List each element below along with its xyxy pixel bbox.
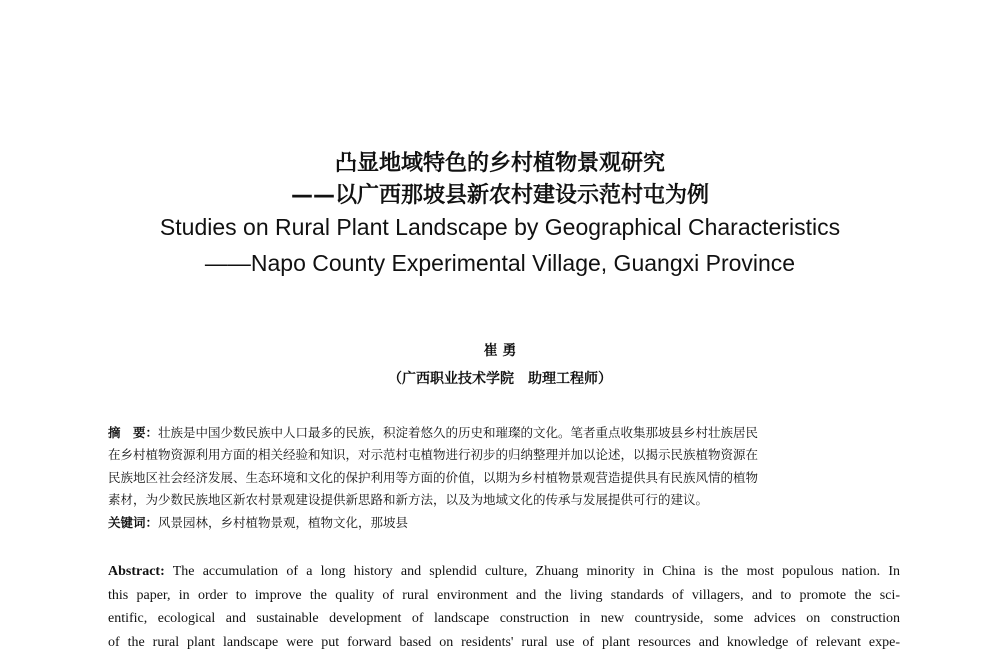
abstract-en-line: of the rural plant landscape were put forward based on residents' rural use of plant resources and knowledge of relevant expe- xyxy=(108,634,900,650)
title-zh-line-1: 凸显地域特色的乡村植物景观研究 xyxy=(334,151,665,176)
abstract-zh-line: 在乡村植物资源利用方面的相关经验和知识，对示范村屯植物进行初步的归纳整理并加以论述，以揭示民族植物资源在 xyxy=(108,447,759,463)
author: 崔 勇 xyxy=(483,343,517,359)
abstract-zh-label: 摘 要： xyxy=(108,425,159,440)
affiliation: （广西职业技术学院 助理工程师） xyxy=(388,371,612,387)
abstract-en-label: Abstract: xyxy=(108,564,165,579)
title-zh-line-2: ——以广西那坡县新农村建设示范村屯为例 xyxy=(290,183,709,208)
abstract-zh-line: 素材，为少数民族地区新农村景观建设提供新思路和新方法，以及为地域文化的传承与发展提供可行的建议。 xyxy=(108,492,709,508)
title-en-line-2: ——Napo County Experimental Village, Guangxi Province xyxy=(204,250,796,276)
abstract-en-line: The accumulation of a long history and splendid culture, Zhuang minority in China is the most populous nation. In xyxy=(164,564,900,579)
abstract-en-line: entific, ecological and sustainable development of landscape construction in new countryside, some advices on construction xyxy=(108,611,900,626)
abstract-zh xyxy=(108,422,900,534)
keywords-zh-label: 关键词： xyxy=(108,514,159,530)
title-en-line-1: Studies on Rural Plant Landscape by Geographical Characteristics xyxy=(159,214,841,240)
keywords-zh: 风景园林，乡村植物景观，植物文化，那坡县 xyxy=(158,514,409,530)
abstract-zh-line: 壮族是中国少数民族中人口最多的民族，积淀着悠久的历史和璀璨的文化。笔者重点收集那坡县乡村壮族居民 xyxy=(158,425,759,440)
abstract-zh-line: 民族地区社会经济发展、生态环境和文化的保护利用等方面的价值，以期为乡村植物景观营造提供具有民族风情的植物 xyxy=(108,469,759,485)
abstract-en xyxy=(108,560,900,654)
abstract-en-line: this paper, in order to improve the quality of rural environment and the living standards of villagers, and to promote the sci- xyxy=(108,587,900,603)
